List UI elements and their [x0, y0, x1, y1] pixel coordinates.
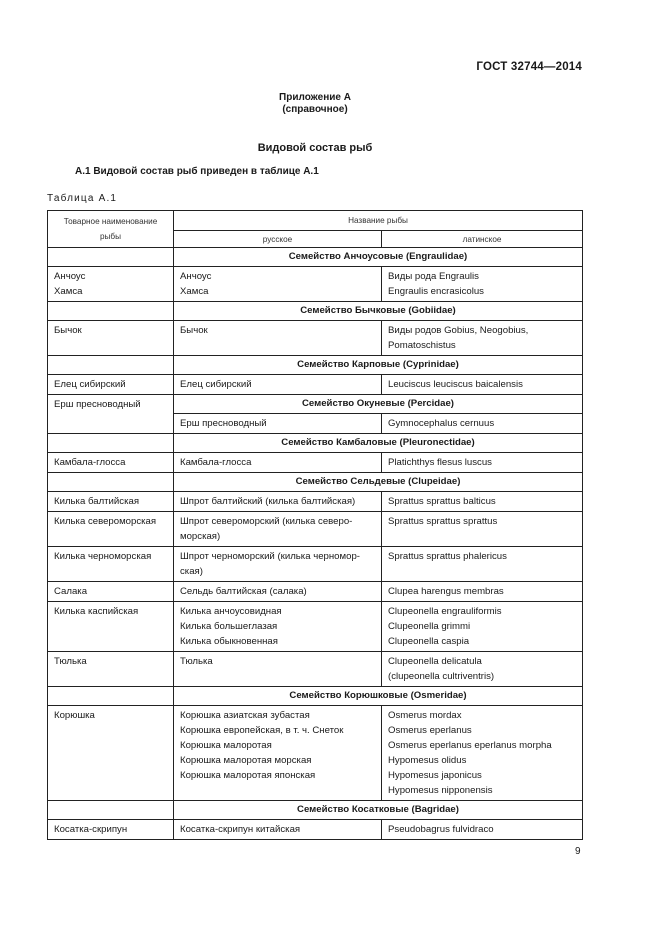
appendix-type: (справочное): [282, 104, 348, 115]
appendix-label: Приложение А: [279, 92, 351, 103]
russian-name-cell: Ерш пресноводный: [174, 414, 382, 434]
table-row: [48, 512, 583, 547]
latin-name-cell: Sprattus sprattus phalericus: [382, 547, 583, 582]
table-row: [48, 453, 583, 473]
latin-name-cell: Виды родов Gobius, Neogobius, Pomatoschistus: [382, 321, 583, 356]
table-row: [48, 321, 583, 356]
russian-name-cell: Елец сибирский: [174, 375, 382, 395]
trade-name-cell: Килька североморская: [48, 512, 174, 547]
russian-name-cell: Анчоус Хамса: [174, 267, 382, 302]
latin-name-cell: Gymnocephalus cernuus: [382, 414, 583, 434]
trade-name-cell: Корюшка: [48, 706, 174, 801]
trade-name-cell: Салака: [48, 582, 174, 602]
latin-name-cell: Clupeonella engrauliformis Clupeonella grimmi Clupeonella caspia: [382, 602, 583, 652]
russian-name-cell: Шпрот североморский (килька северо- морская): [174, 512, 382, 547]
latin-name-cell: Platichthys flesus luscus: [382, 453, 583, 473]
russian-name-cell: Корюшка азиатская зубастая Корюшка европейская, в т. ч. Снеток Корюшка малоротая Корюшка малоротая морская Корюшка малоротая японская: [174, 706, 382, 801]
trade-name-cell: Камбала-глосса: [48, 453, 174, 473]
family-row: Семейство Корюшковые (Osmeridae): [174, 687, 583, 706]
header-latin: латинское: [382, 231, 583, 248]
family-row: Семейство Окуневые (Percidae): [174, 395, 583, 414]
russian-name-cell: Тюлька: [174, 652, 382, 687]
table-row: [48, 375, 583, 395]
russian-name-cell: Сельдь балтийская (салака): [174, 582, 382, 602]
table-row: [48, 492, 583, 512]
latin-name-cell: Clupea harengus membras: [382, 582, 583, 602]
family-row: Семейство Сельдевые (Clupeidae): [174, 473, 583, 492]
russian-name-cell: Косатка-скрипун китайская: [174, 820, 382, 840]
fish-species-table: [47, 210, 583, 840]
table-row: [48, 652, 583, 687]
latin-name-cell: Clupeonella delicatula (clupeonella cultriventris): [382, 652, 583, 687]
trade-name-cell: Килька каспийская: [48, 602, 174, 652]
table-row: [48, 706, 583, 801]
family-row: Семейство Карповые (Cyprinidae): [174, 356, 583, 375]
latin-name-cell: Leuciscus leuciscus baicalensis: [382, 375, 583, 395]
russian-name-cell: Килька анчоусовидная Килька большеглазая Килька обыкновенная: [174, 602, 382, 652]
trade-name-cell: Ерш пресноводный: [48, 395, 174, 434]
family-row: Семейство Анчоусовые (Engraulidae): [174, 248, 583, 267]
table-row: [48, 602, 583, 652]
header-fish-name: Название рыбы: [174, 211, 583, 231]
latin-name-cell: Sprattus sprattus sprattus: [382, 512, 583, 547]
section-title: Видовой состав рыб: [257, 142, 373, 154]
table-caption: Таблица А.1: [47, 193, 118, 204]
latin-name-cell: Sprattus sprattus balticus: [382, 492, 583, 512]
family-row: Семейство Бычковые (Gobiidae): [174, 302, 583, 321]
document-header: ГОСТ 32744—2014: [476, 61, 582, 73]
table-row: [48, 820, 583, 840]
latin-name-cell: Pseudobagrus fulvidraco: [382, 820, 583, 840]
header-trade-name: Товарное наименование рыбы: [48, 211, 174, 248]
table-row: [48, 582, 583, 602]
trade-name-cell: Елец сибирский: [48, 375, 174, 395]
russian-name-cell: Шпрот черноморский (килька черномор- ская): [174, 547, 382, 582]
table-row: [48, 267, 583, 302]
trade-name-cell: Тюлька: [48, 652, 174, 687]
table-row: [48, 547, 583, 582]
page-number: 9: [575, 846, 581, 857]
appendix-title: [0, 92, 630, 116]
trade-name-cell: Килька черноморская: [48, 547, 174, 582]
russian-name-cell: Шпрот балтийский (килька балтийская): [174, 492, 382, 512]
latin-name-cell: Виды рода Engraulis Engraulis encrasicolus: [382, 267, 583, 302]
russian-name-cell: Камбала-глосса: [174, 453, 382, 473]
trade-name-cell: Косатка-скрипун: [48, 820, 174, 840]
header-russian: русское: [174, 231, 382, 248]
trade-name-cell: Килька балтийская: [48, 492, 174, 512]
latin-name-cell: Osmerus mordax Osmerus eperlanus Osmerus eperlanus eperlanus morpha Hypomesus olidus Hypomesus japonicus Hypomesus nipponensis: [382, 706, 583, 801]
subsection-text: А.1 Видовой состав рыб приведен в таблице А.1: [75, 166, 319, 177]
russian-name-cell: Бычок: [174, 321, 382, 356]
trade-name-cell: Анчоус Хамса: [48, 267, 174, 302]
family-row: Семейство Косатковые (Bagridae): [174, 801, 583, 820]
family-row: Семейство Камбаловые (Pleuronectidae): [174, 434, 583, 453]
trade-name-cell: Бычок: [48, 321, 174, 356]
